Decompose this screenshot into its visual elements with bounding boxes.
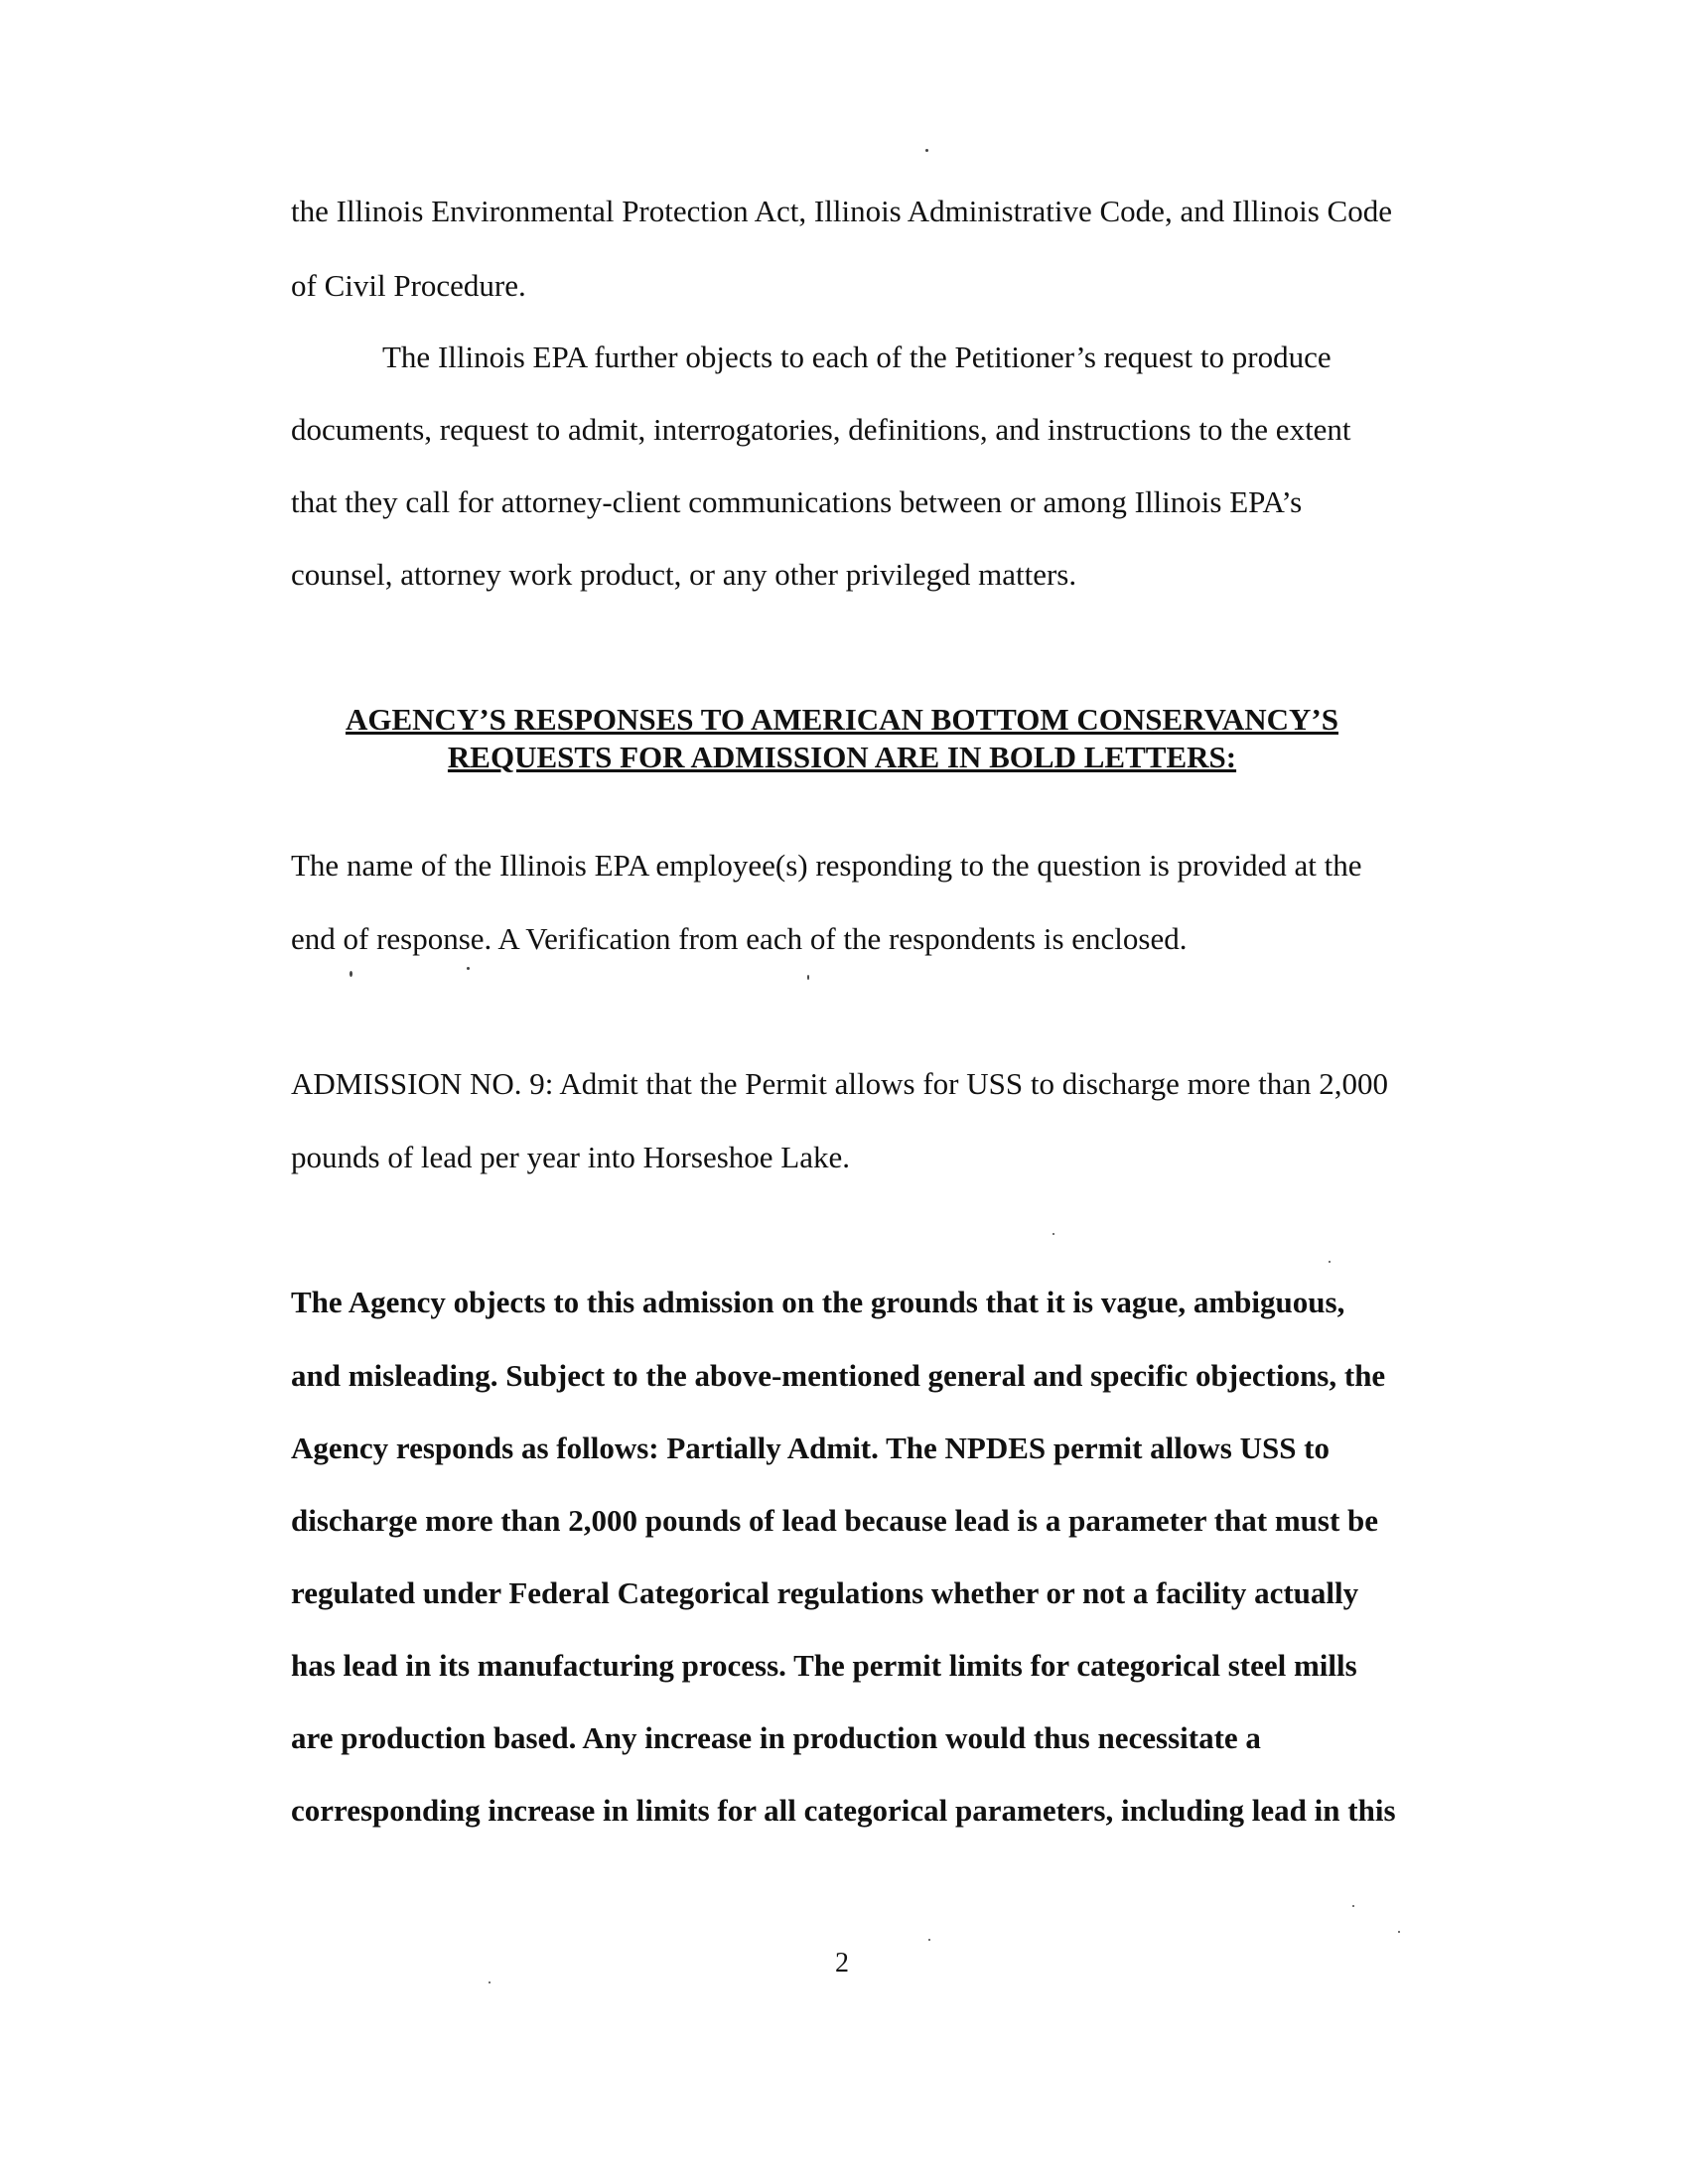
response-line-2: and misleading. Subject to the above-mentioned general and specific objections, the (291, 1358, 1386, 1393)
section-heading-line-2: REQUESTS FOR ADMISSION ARE IN BOLD LETTERS: (447, 740, 1237, 774)
response-line-5: regulated under Federal Categorical regulations whether or not a facility actually (291, 1575, 1359, 1610)
scan-speck (928, 1939, 930, 1941)
paragraph-3-line-1: The name of the Illinois EPA employee(s) responding to the question is provided at the (291, 848, 1362, 883)
scan-speck (350, 971, 352, 977)
paragraph-1-line-1: the Illinois Environmental Protection Act, Illinois Administrative Code, and Illinois Code (291, 194, 1392, 228)
admission-line-2: pounds of lead per year into Horseshoe Lake. (291, 1140, 850, 1174)
response-line-6: has lead in its manufacturing process. The permit limits for categorical steel mills (291, 1648, 1357, 1683)
scan-speck (1329, 1261, 1331, 1263)
paragraph-2-line-2: documents, request to admit, interrogatories, definitions, and instructions to the extent (291, 412, 1351, 447)
paragraph-2-line-3: that they call for attorney-client communications between or among Illinois EPA’s (291, 484, 1303, 519)
paragraph-1-line-2: of Civil Procedure. (291, 268, 526, 303)
admission-line-1: ADMISSION NO. 9: Admit that the Permit allows for USS to discharge more than 2,000 (291, 1066, 1389, 1101)
scan-speck (925, 149, 928, 152)
scan-speck (467, 967, 470, 970)
response-line-1: The Agency objects to this admission on the grounds that it is vague, ambiguous, (291, 1285, 1345, 1319)
scan-speck (1398, 1931, 1400, 1933)
response-line-3: Agency responds as follows: Partially Admit. The NPDES permit allows USS to (291, 1431, 1331, 1465)
section-heading-line-1: AGENCY’S RESPONSES TO AMERICAN BOTTOM CONSERVANCY’S (345, 702, 1338, 737)
scan-speck (1052, 1233, 1054, 1235)
paragraph-3-line-2: end of response. A Verification from each of the respondents is enclosed. (291, 921, 1188, 956)
response-line-8: corresponding increase in limits for all categorical parameters, including lead in this (291, 1793, 1396, 1828)
paragraph-2-line-4: counsel, attorney work product, or any other privileged matters. (291, 557, 1077, 592)
scan-speck (807, 975, 809, 980)
response-line-7: are production based. Any increase in production would thus necessitate a (291, 1720, 1261, 1755)
scan-speck (1352, 1905, 1354, 1907)
paragraph-2-line-1: The Illinois EPA further objects to each of the Petitioner’s request to produce (382, 340, 1332, 374)
response-line-4: discharge more than 2,000 pounds of lead because lead is a parameter that must be (291, 1503, 1379, 1538)
scan-speck (489, 1981, 491, 1983)
page-number: 2 (835, 1948, 849, 1979)
